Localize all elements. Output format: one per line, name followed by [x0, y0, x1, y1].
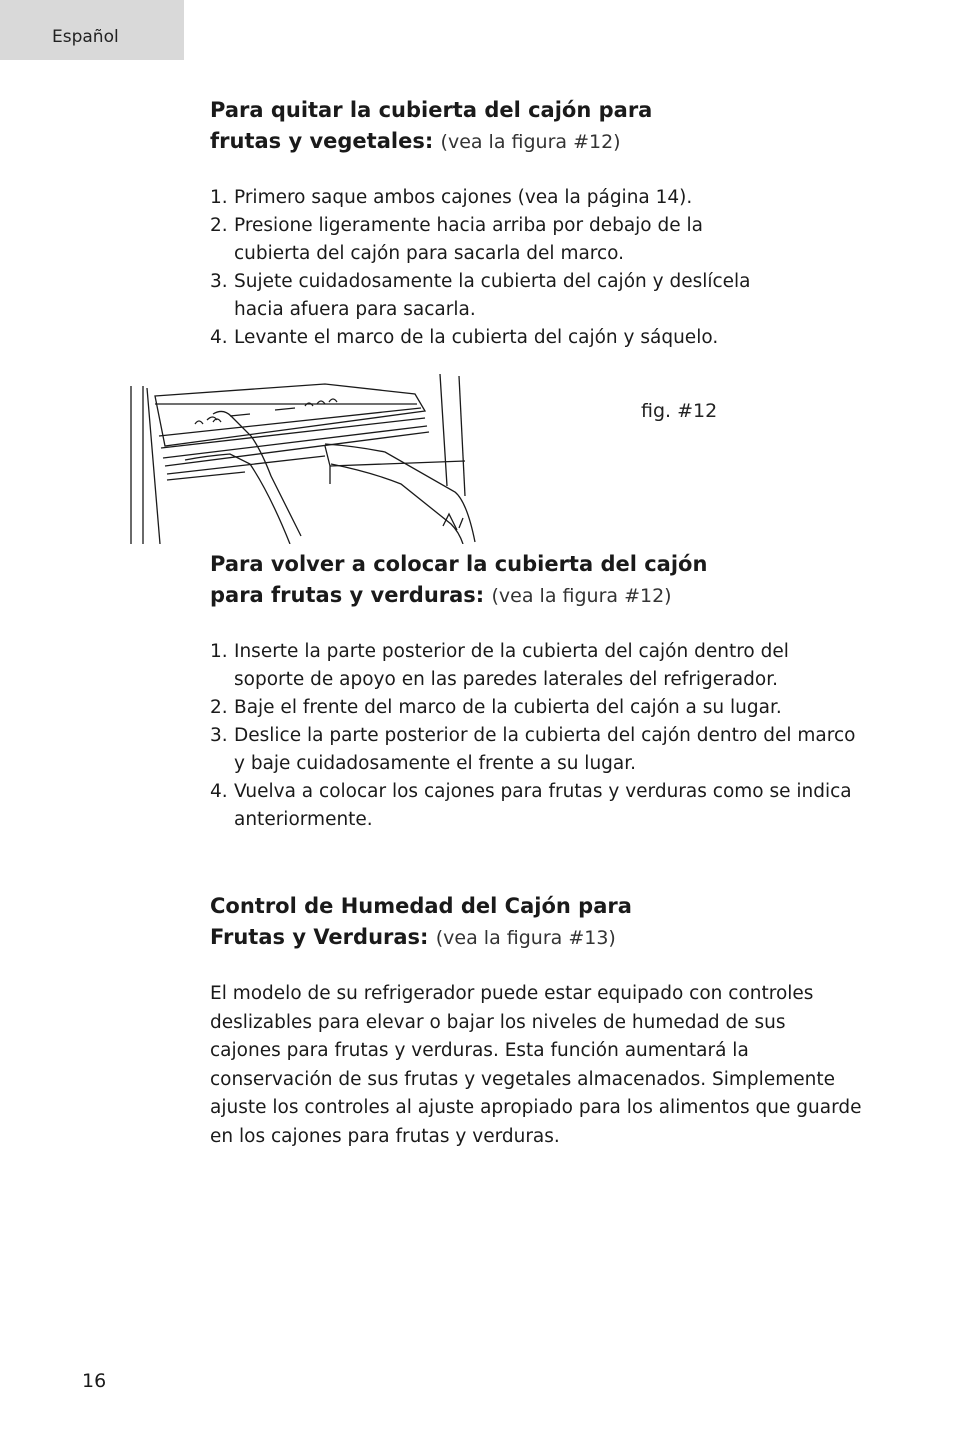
- section-remove-cover: [210, 95, 830, 158]
- list-item: [210, 324, 770, 352]
- step-text: Sujete cuidadosamente la cubierta del cajón y deslícela hacia afuera para sacarla.: [234, 271, 751, 320]
- step-text: Baje el frente del marco de la cubierta del cajón a su lugar.: [234, 697, 782, 718]
- language-label: Español: [52, 27, 119, 47]
- step-text: Presione ligeramente hacia arriba por debajo de la cubierta del cajón para sacarla del marco.: [234, 215, 703, 264]
- step-number: 1.: [210, 187, 228, 208]
- step-text: Primero saque ambos cajones (vea la página 14).: [234, 187, 693, 208]
- heading-line-2: para frutas y verduras:: [210, 583, 485, 607]
- humidity-paragraph: El modelo de su refrigerador puede estar equipado con controles deslizables para elevar o bajar los niveles de humedad de sus cajones para frutas y verduras. Esta función aumentará la conservación de sus frutas y vegetales almacenados. Simplemente ajuste los controles al ajuste apropiado para los alimentos que guarde en los cajones para frutas y verduras.: [210, 983, 862, 1147]
- heading-line-1: Para quitar la cubierta del cajón para: [210, 98, 653, 122]
- list-item: [210, 638, 864, 694]
- remove-steps-list: [210, 184, 770, 352]
- figure-reference: (vea la figura #12): [440, 131, 621, 153]
- step-text: Levante el marco de la cubierta del cajón y sáquelo.: [234, 327, 719, 348]
- list-item: [210, 268, 770, 324]
- step-number: 2.: [210, 697, 228, 718]
- step-number: 2.: [210, 215, 228, 236]
- step-text: Deslice la parte posterior de la cubierta del cajón dentro del marco y baje cuidadosamente el frente a su lugar.: [234, 725, 856, 774]
- list-item: [210, 212, 770, 268]
- step-number: 3.: [210, 725, 228, 746]
- list-item: [210, 184, 770, 212]
- section-replace-cover: [210, 549, 850, 612]
- list-item: [210, 694, 864, 722]
- heading-line-1: Control de Humedad del Cajón para: [210, 894, 632, 918]
- step-number: 3.: [210, 271, 228, 292]
- heading-line-2: frutas y vegetales:: [210, 129, 434, 153]
- step-number: 4.: [210, 327, 228, 348]
- list-item: [210, 778, 864, 834]
- section-remove-heading: [210, 95, 830, 158]
- language-tab: [0, 0, 184, 60]
- figure-reference: (vea la figura #13): [435, 927, 616, 949]
- section-replace-heading: [210, 549, 850, 612]
- step-number: 4.: [210, 781, 228, 802]
- replace-steps-list: [210, 638, 864, 834]
- list-item: [210, 722, 864, 778]
- heading-line-2: Frutas y Verduras:: [210, 925, 429, 949]
- page-number: 16: [82, 1370, 107, 1392]
- step-text: Inserte la parte posterior de la cubierta del cajón dentro del soporte de apoyo en las paredes laterales del refrigerador.: [234, 641, 789, 690]
- step-text: Vuelva a colocar los cajones para frutas y verduras como se indica anteriormente.: [234, 781, 852, 830]
- figure-reference: (vea la figura #12): [491, 585, 672, 607]
- section-humidity-control: [210, 891, 850, 954]
- figure-label: fig. #12: [641, 400, 718, 422]
- heading-line-1: Para volver a colocar la cubierta del cajón: [210, 552, 708, 576]
- drawer-cover-illustration: [125, 366, 485, 544]
- step-number: 1.: [210, 641, 228, 662]
- section-humidity-heading: [210, 891, 850, 954]
